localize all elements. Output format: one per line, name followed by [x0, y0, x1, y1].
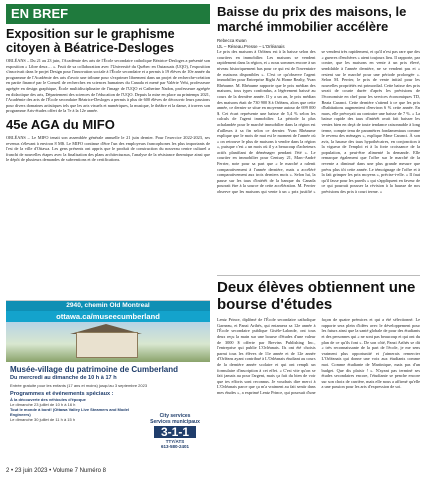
- services-label: City services: [159, 413, 191, 419]
- article3-byline-name: Rebecca Kwan: [217, 38, 247, 43]
- article1-headline: Exposition sur le graphisme citoyen à Béatrice-Desloges: [6, 27, 175, 55]
- house-shape: [76, 332, 138, 358]
- ad-program2-date: Le dimanche 30 juillet de 11 h à 15 h: [10, 417, 76, 423]
- article4-headline: Deux élèves obtiennent une bourse d'études: [217, 279, 416, 314]
- page-footer: 2 • 23 juin 2023 • Volume 7 Numéro 8: [6, 468, 106, 474]
- ad-url[interactable]: ottawa.ca/museecumberland: [6, 311, 210, 322]
- services-number: 3-1-1: [154, 426, 196, 438]
- ad-note: Entrée gratuite pour les enfants (17 ans et moins) jusqu'au 3 septembre 2023: [10, 382, 148, 388]
- museum-photo: [6, 322, 210, 362]
- left-column: [6, 4, 210, 466]
- section-banner: EN BREF: [6, 4, 210, 24]
- article3-headline: Baisse du prix des maisons, le marché immobilier accélère: [217, 4, 407, 34]
- ad-program1-date: Le dimanche 23 juillet de 10 h à 16 h: [10, 402, 76, 408]
- right-column: [217, 4, 420, 466]
- article2-body: ORLÉANS – Le MIFO tenait son assemblée générale annuelle le 21 juin dernier. Pour l'exercice 2022-2023, ses revenus s'élevant à environ 8 M$. Le MIFO continue d'être l'un des employeurs francophones les plus importants de l'est de la ville d'Ottawa. Les gens présents ont appris que le produit de construction du nouveau centre culturel a franchi de nouvelles étapes avec la finalisation des plans architecturaux, l'analyse de la résistance thermique ainsi que le dépôt de plusieurs demandes de subventions et de certifications.: [6, 134, 210, 163]
- services-label-fr: Services municipaux: [150, 419, 200, 425]
- ad-dates: Du mercredi au dimanche de 10 h à 17 h: [10, 375, 117, 381]
- article3-body: Le prix des maisons à Orléans est à la baisse selon des courtiers en immobilier. Les maisons se vendent rapidement dans la région, et « nous sommes encore à un niveau historiquement bas pour ce qui est de l'inventaire de maisons disponibles ». C'est ce qu'observe l'agent immobilier pour Entreprise Right At Home Realty, Yvan Rhéaume. M. Rhéaume rapporte que le prix médian des maisons, tous types confondus, a légèrement baissé au cours de la dernière année. Il y a un an, le prix médian des maisons était de 730 900 $ à Orléans, alors que cette année, ce dernier se situe en moyenne autour de 699 000 $. Cet écart représente une baisse de 5,4 % selon les calculs de l'agent immobilier. La période la plus achalandée pour le marché immobilier dans la région est d'ailleurs à sa fin selon ce dernier. Yvan Rhéaume explique que le mois de mai est le moment de l'année où « on retrouve le plus de maisons à vendre dans la région », puisque c'est « un mois où il y a beaucoup d'acheteurs actifs planifiant de déménager pendant l'été ». Le courtier en immobilier pour Century 21, Marc-André Ferrier, note pour sa part que « le marché a ralenti comparativement à l'année dernière, mais a accéléré comparativement aux trois derniers mois ». Selon lui, la pause sur les taux d'intérêt de la banque du Canada pourrait être à la source de cette accélération. M. Ferrier observe que les maisons qui vente à un « prix justifié » se vendent très rapidement, et qu'il n'est pas rare que des « guerres d'enchères » aient toujours lieu. Il rapporte, par contre, que les maisons en vente à un prix élevé, semblable à l'année dernière, ne se vendent pas et « restent sur le marché pour une période prolongée ». Selon M. Perrier, le prix de vente initial pour les nouvelles propriétés est primordial. Cette baisse des prix serait de courte durée d'après les prévisions de l'économiste en chef pour les services économiques TD, Beata Caranci. Cette dernière s'attend à ce que les prix d'habitations augmentent d'environ 6 % cette année. En mars, elle prévoyait au contraire une baisse de 7 %. « La baisse rapide des taux d'intérêt avait fait baisser les ventes bien en deçà de toute tendance raisonnable à long terme, compte tenu de paramètres fondamentaux comme le revenu des ménages », explique Mme Caranci. À son avis, la hausse des taux hypothécaires, en conjonction à la vigueur de l'emploi et à la forte croissance de la population, a peut-être alimenté la demande. Elle remarque également que l'offre sur le marché de la revente a diminué dans une plus grande mesure que prévu plus tôt cette année. Le témoignage de l'offre et à la fait grimper les prix moyens », précise-t-elle. « Il faut qu'il fasse pour les pareils » qui s'appliquent en faveur de ce qui pourrait pousser la révision à la hausse de nos prévisions des prix à court terme. »: [217, 49, 420, 195]
- article1-body: ORLÉANS – Du 21 au 23 juin, l'Académie des arts de l'École secondaire catholique Béatrice-Desloges a présenté son exposition « Libre deux… ». Fruit de sa collaboration avec l'Université du Québec en Outaouais (UQO), l'exposition s'inscrivait dans le projet Design pour l'innovation sociale à l'École secondaire et a permis à 19 élèves de 10e année du programme de l'Académie des arts d'avoir une tribune pour s'exprimer librement dans un projet de recherche-création en partie financé par le Conseil de recherches en sciences humaines du Canada et mené par Valérie Vehi, professeure agrégée en design graphique, École multidisciplinaire de l'image de l'UQO et Catherine Nadon, professeure agrégée en didactique des arts, Département des sciences de l'éducation de l'UQO. Depuis la mise en place au printemps 2021, l'Académie des arts de l'École secondaire Béatrice-Desloges a permis à plus de 600 élèves de découvrir leurs passions pour divers domaines artistiques tels que les arts visuels et numériques, la musique, le théâtre et la danse, à travers son programme Arts-études offert de la 7e à la 12e année.: [6, 58, 210, 114]
- tty-number: 613-580-2401: [160, 444, 190, 449]
- ad-programs-title: Programmes et événements spéciaux :: [10, 390, 114, 397]
- ad-program1: À la découverte des véhicules d'époque: [10, 397, 86, 403]
- ad-title: Musée-village du patrimoine de Cumberland: [10, 365, 179, 374]
- divider: [217, 275, 420, 276]
- article2-headline: 45e AGA du MIFO: [6, 116, 115, 132]
- ad-address: 2940, chemin Old Montreal: [6, 301, 210, 311]
- article4-body: Lentz Prince, diplômé de l'École secondaire catholique Garneau, et Panzi Arthés, qui entamera sa 12e année à l'École secondaire publique Gisèle-Lalonde, ont tous deux reçu la main sur une bourse d'études d'une valeur de 3000 $ offerte par Brevins Publishing Inc., l'entreprise qui publie L'Orléanais. Ils ont été choisis parmi tous les élèves de 11e année et de 12e année d'Orléans ayant contribué à L'Orléanais étudiant au cours de la dernière année scolaire et qui ont rempli un formulaire d'inscription à cet effet. « C'est vite qu'on se fait jamais au pour l'argent, mais ça fait du bien de voir que tes efforts sont reconnus. Je voudrais dire merci à L'Orléanais parce que ça m'a vraiment au fait sentir dans mes études », a exprimé Lentz Prince, qui poursuit d'une façon de quatre prémices et qui a été sélectionné. Le rapporte sera plein d'idées avec le développement pour les futurs ainsi que la santé globale de pour des étudiants et des personnes qui « ne sont pas beaucoup et qui ont du plan de ce qu'ils font ». De son côté, Panzi Arthés se dit « très reconnaissante de la part de l'école, je me sens vraiment plus opportunité et j'aimerais remercier L'Orléanais qui donne une voix aux étudiants comme moi. Comme étudiante de Martinique, mais pas d'un budget. Que dis plaisir ! ». N'ayant pas terminé ses études secondaires encore, l'étudiante se penche encore sur son choix de carrière, mais elle nous a affirmé qu'elle a une passion pour les arts d'expression de soi.: [217, 317, 420, 395]
- ad-program2: Tout le monde à bord! (Ottawa Valley Live Steamers and Model Engineers): [10, 407, 130, 418]
- museum-advertisement[interactable]: [6, 300, 210, 467]
- tty-label: TTY/ATS: [165, 439, 185, 444]
- city-services-box: [144, 413, 206, 449]
- article3-byline-org: IJL – Réseau.Presse – L'Orléanais: [217, 43, 285, 49]
